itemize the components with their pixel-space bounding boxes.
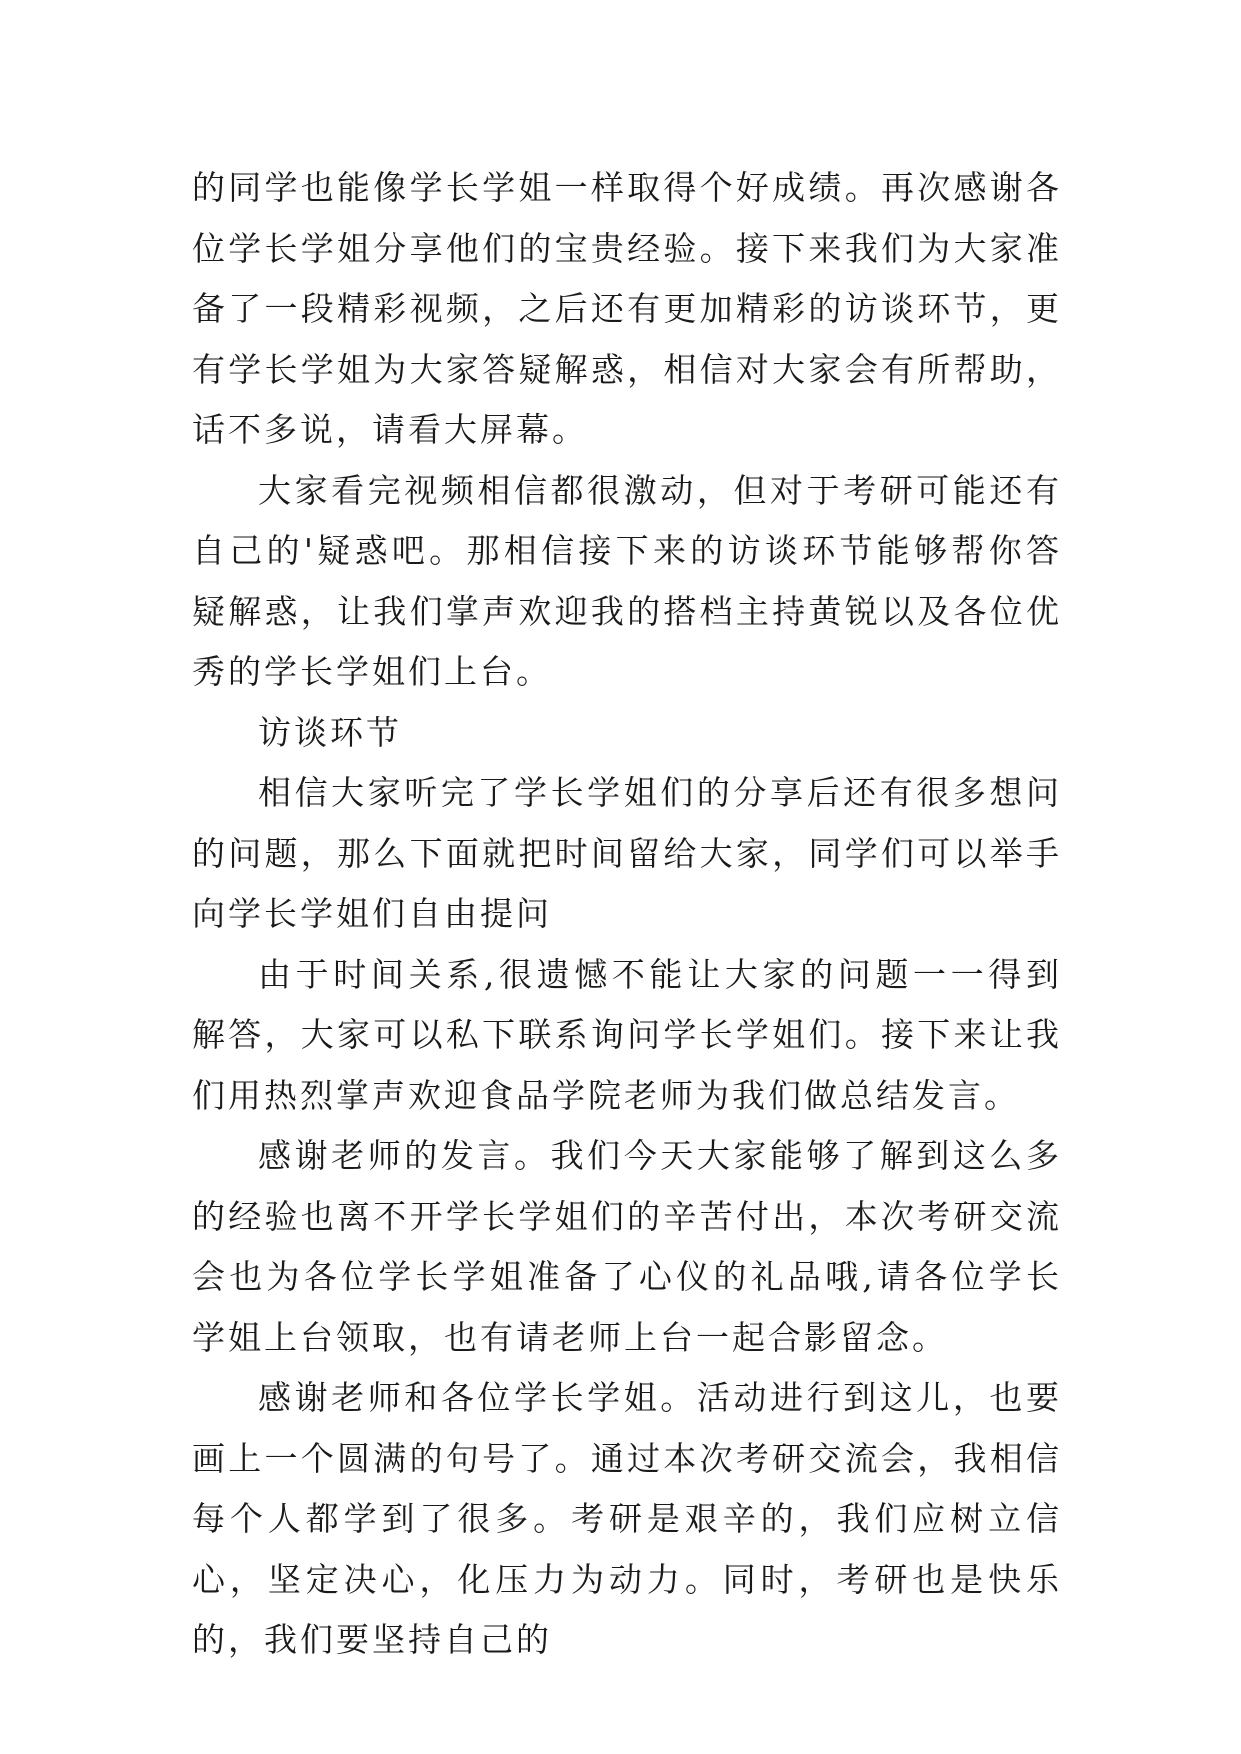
paragraph-1: 的同学也能像学长学姐一样取得个好成绩。再次感谢各位学长学姐分享他们的宝贵经验。接下来我们为大家准备了一段精彩视频，之后还有更加精彩的访谈环节，更有学长学姐为大家答疑解惑，相信对大家会有所帮助，话不多说，请看大屏幕。 bbox=[192, 168, 1062, 449]
paragraph-4: 由于时间关系,很遗憾不能让大家的问题一一得到解答，大家可以私下联系询问学长学姐们。接下来让我们用热烈掌声欢迎食品学院老师为我们做总结发言。 bbox=[192, 954, 1062, 1115]
paragraph-2: 大家看完视频相信都很激动，但对于考研可能还有自己的'疑惑吧。那相信接下来的访谈环节能够帮你答疑解惑，让我们掌声欢迎我的搭档主持黄锐以及各位优秀的学长学姐们上台。 bbox=[192, 470, 1062, 691]
section-heading-interview: 访谈环节 bbox=[258, 712, 402, 752]
paragraph-6: 感谢老师和各位学长学姐。活动进行到这儿，也要画上一个圆满的句号了。通过本次考研交流会，我相信每个人都学到了很多。考研是艰辛的，我们应树立信心，坚定决心，化压力为动力。同时，考研也是快乐的，我们要坚持自己的 bbox=[192, 1378, 1062, 1659]
document-body bbox=[192, 158, 1062, 1671]
paragraph-5: 感谢老师的发言。我们今天大家能够了解到这么多的经验也离不开学长学姐们的辛苦付出，本次考研交流会也为各位学长学姐准备了心仪的礼品哦,请各位学长学姐上台领取，也有请老师上台一起合影留念。 bbox=[192, 1136, 1062, 1357]
paragraph-3: 相信大家听完了学长学姐们的分享后还有很多想问的问题，那么下面就把时间留给大家，同学们可以举手向学长学姐们自由提问 bbox=[192, 773, 1062, 933]
